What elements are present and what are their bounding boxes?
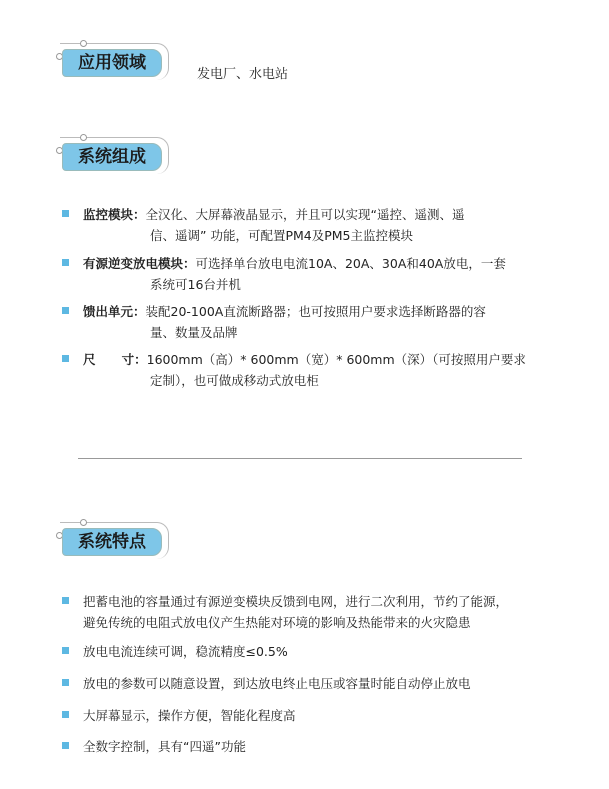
list-item: 尺 寸：1600mm（高）* 600mm（宽）* 600mm（深）（可按照用户要求 定制），也可做成移动式放电柜: [62, 349, 532, 391]
list-item: 放电电流连续可调，稳流精度≤0.5%: [62, 641, 532, 662]
bullet-icon: [62, 597, 69, 604]
section-badge-composition: [60, 143, 166, 173]
list-item: 监控模块：全汉化、大屏幕液晶显示，并且可以实现“遥控、遥测、遥 信、遥调” 功能，可配置PM4及PM5主监控模块: [62, 204, 532, 246]
bullet-icon: [62, 711, 69, 718]
bullet-icon: [62, 259, 69, 266]
bullet-icon: [62, 210, 69, 217]
bullet-icon: [62, 307, 69, 314]
list-item: 大屏幕显示，操作方便，智能化程度高: [62, 705, 532, 726]
section-badge-application: [60, 49, 166, 79]
list-item: 馈出单元：装配20-100A直流断路器；也可按照用户要求选择断路器的容 量、数量及品牌: [62, 301, 532, 343]
section-title: 系统特点: [62, 528, 162, 556]
bullet-icon: [62, 679, 69, 686]
bullet-icon: [62, 355, 69, 362]
bullet-icon: [62, 647, 69, 654]
list-item: 放电的参数可以随意设置，到达放电终止电压或容量时能自动停止放电: [62, 673, 532, 694]
section-title: 应用领域: [62, 49, 162, 77]
list-item: 有源逆变放电模块：可选择单台放电电流10A、20A、30A和40A放电，一套 系统可16台并机: [62, 253, 532, 295]
bullet-icon: [62, 742, 69, 749]
divider: [78, 458, 522, 459]
section-title: 系统组成: [62, 143, 162, 171]
section-badge-features: [60, 528, 166, 558]
list-item: 全数字控制，具有“四遥”功能: [62, 736, 532, 757]
application-text: 发电厂、水电站: [197, 67, 289, 82]
list-item: 把蓄电池的容量通过有源逆变模块反馈到电网，进行二次利用，节约了能源， 避免传统的电阻式放电仪产生热能对环境的影响及热能带来的火灾隐患: [62, 591, 532, 633]
